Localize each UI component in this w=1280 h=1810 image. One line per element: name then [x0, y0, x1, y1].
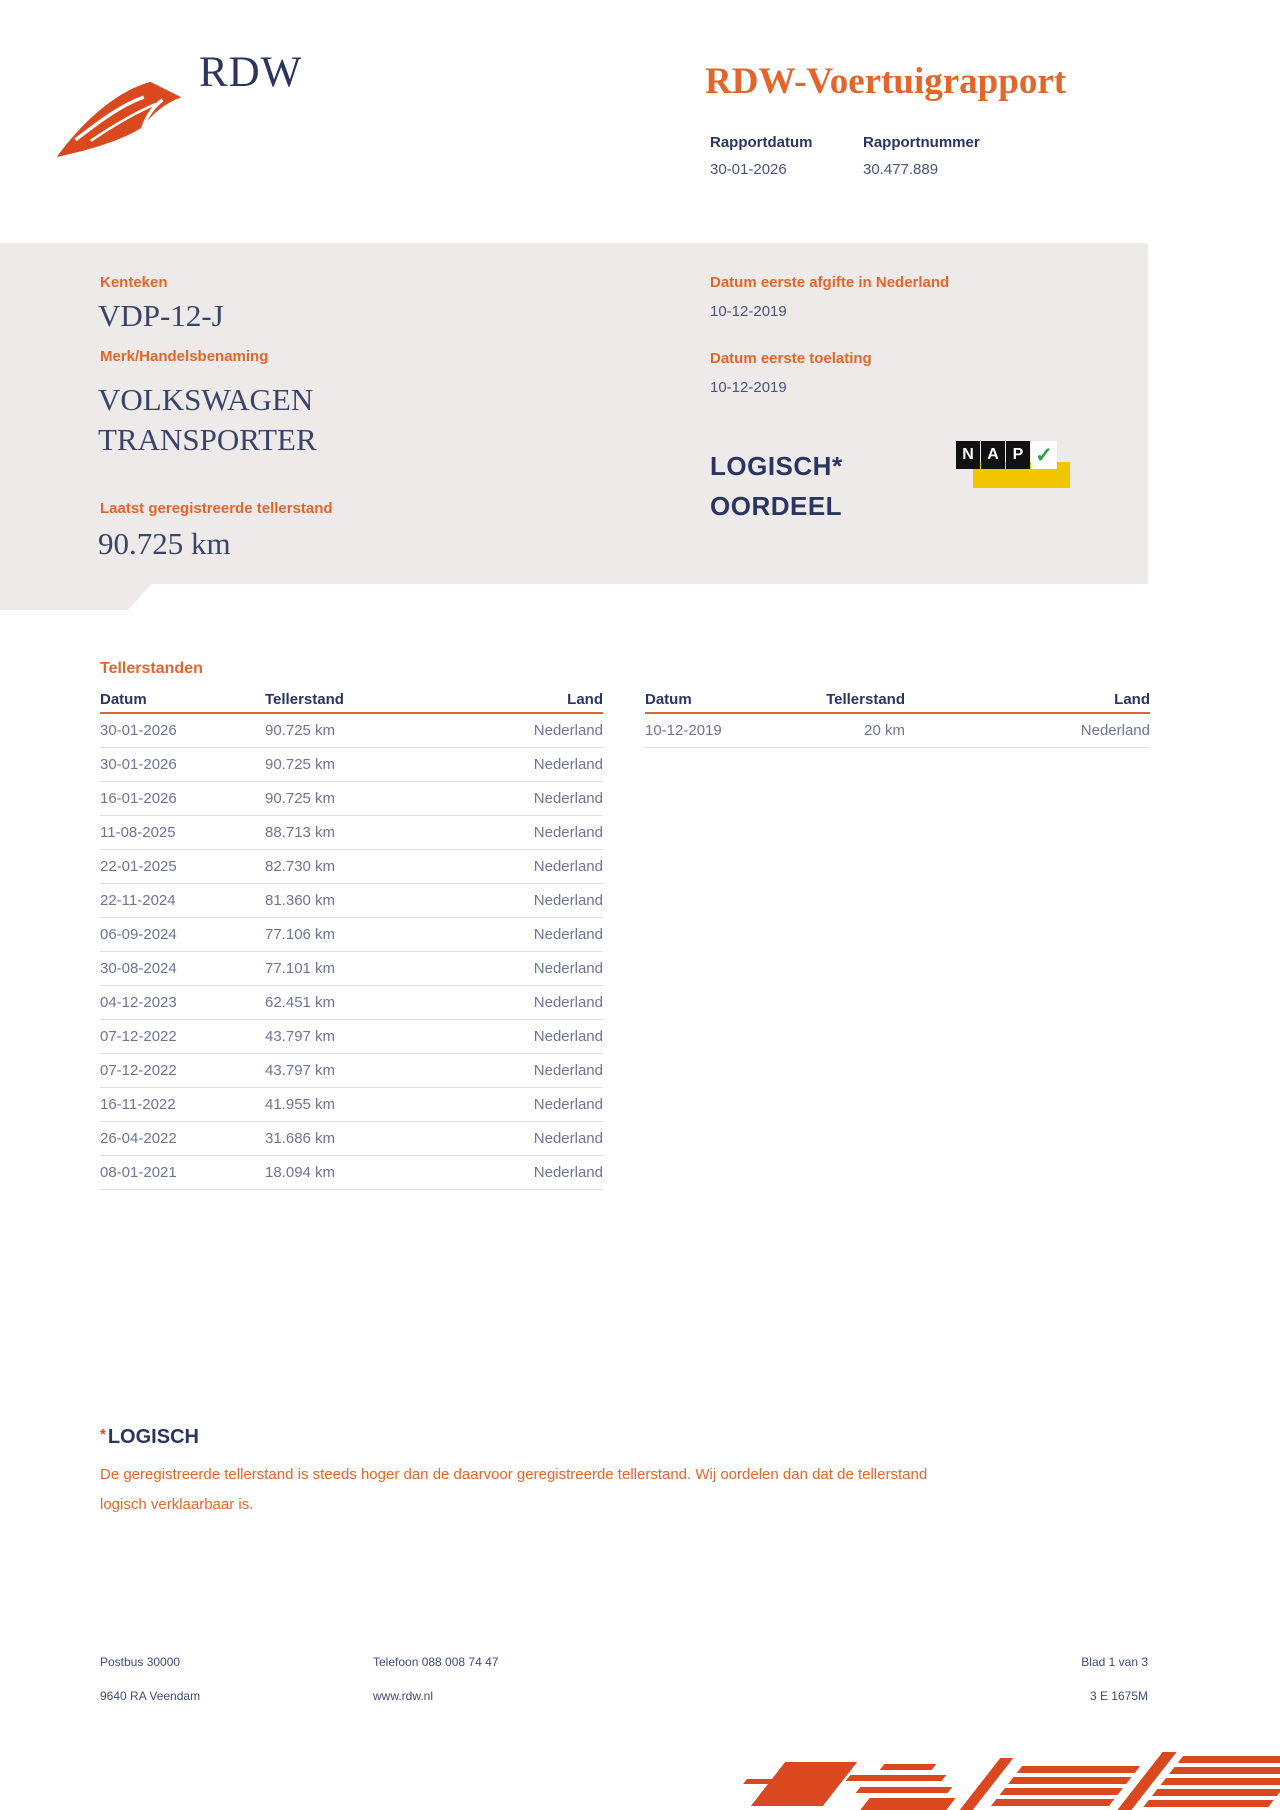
table-row: [100, 850, 603, 884]
nap-letter-a: A: [981, 441, 1005, 469]
cell-land: Nederland: [533, 960, 603, 977]
footer-form-code: 3 E 1675M: [1089, 1689, 1148, 1703]
column-header-datum: Datum: [645, 691, 692, 708]
cell-tellerstand: 90.725 km: [265, 722, 336, 739]
table-row: [100, 1054, 603, 1088]
cell-land: Nederland: [533, 1028, 603, 1045]
cell-tellerstand: 77.106 km: [265, 926, 336, 943]
column-header-land: Land: [567, 691, 603, 708]
tellerstanden-table-left: [100, 688, 603, 1190]
cell-tellerstand: 88.713 km: [265, 824, 336, 841]
footer-website: www.rdw.nl: [373, 1689, 434, 1703]
kenteken-label: Kenteken: [100, 274, 168, 291]
table-row: [100, 1156, 603, 1190]
cell-datum: 30-08-2024: [100, 960, 177, 977]
cell-tellerstand: 90.725 km: [265, 756, 336, 773]
column-header-land: Land: [1114, 691, 1150, 708]
cell-tellerstand: 62.451 km: [265, 994, 336, 1011]
cell-land: Nederland: [533, 790, 603, 807]
cell-tellerstand: 81.360 km: [265, 892, 336, 909]
cell-land: Nederland: [533, 858, 603, 875]
table-row: [645, 714, 1150, 748]
table-row: [100, 884, 603, 918]
footer-address-line2: 9640 RA Veendam: [100, 1689, 201, 1703]
afgifte-value: 10-12-2019: [710, 303, 787, 320]
cell-land: Nederland: [533, 1062, 603, 1079]
verdict-heading-text: LOGISCH: [107, 1426, 199, 1448]
footer-page-indicator: Blad 1 van 3: [1081, 1655, 1148, 1669]
footer-address-line1: Postbus 30000: [100, 1655, 181, 1669]
toelating-label: Datum eerste toelating: [710, 350, 872, 367]
column-header-tellerstand: Tellerstand: [265, 691, 344, 708]
merk-line1: VOLKSWAGEN: [98, 382, 314, 417]
cell-datum: 11-08-2025: [100, 824, 176, 841]
verdict-asterisk: *: [100, 1426, 106, 1443]
cell-datum: 04-12-2023: [100, 994, 177, 1011]
laatste-tellerstand-label: Laatst geregistreerde tellerstand: [100, 500, 333, 517]
verdict-heading: [100, 1426, 199, 1449]
nap-logo: [956, 438, 1076, 490]
vehicle-summary-panel-tab: [0, 584, 152, 610]
table-row: [100, 952, 603, 986]
cell-tellerstand: 77.101 km: [265, 960, 336, 977]
cell-datum: 30-01-2026: [100, 756, 177, 773]
cell-datum: 22-01-2025: [100, 858, 177, 875]
cell-datum: 16-01-2026: [100, 790, 177, 807]
cell-datum: 30-01-2026: [100, 722, 177, 739]
kenteken-value: VDP-12-J: [98, 298, 224, 333]
cell-tellerstand: 41.955 km: [265, 1096, 336, 1113]
cell-land: Nederland: [533, 756, 603, 773]
cell-tellerstand: 82.730 km: [265, 858, 336, 875]
speed-lines-graphic: [690, 1752, 1280, 1810]
cell-datum: 07-12-2022: [100, 1028, 177, 1045]
cell-land: Nederland: [533, 824, 603, 841]
verdict-explanation: De geregistreerde tellerstand is steeds hoger dan de daarvoor geregistreerde tellerstand. Wij oordelen dan dat de tellerstand logisch verklaarbaar is.: [100, 1466, 928, 1513]
table-row: [100, 918, 603, 952]
tellerstanden-table-right: [645, 688, 1150, 748]
cell-land: Nederland: [533, 1096, 603, 1113]
report-number-value: 30.477.889: [863, 161, 939, 178]
cell-tellerstand: 90.725 km: [265, 790, 336, 807]
table-row: [100, 1020, 603, 1054]
table-row: [100, 748, 603, 782]
nap-letter-n: N: [956, 441, 980, 469]
rdw-wordmark: RDW: [199, 49, 303, 96]
afgifte-label: Datum eerste afgifte in Nederland: [710, 274, 950, 291]
merk-line2: TRANSPORTER: [98, 422, 317, 457]
table-header-row: [645, 688, 1150, 714]
table-row: [100, 714, 603, 748]
tellerstanden-section-title: Tellerstanden: [100, 660, 203, 677]
table-row: [100, 1088, 603, 1122]
cell-datum: 07-12-2022: [100, 1062, 177, 1079]
nap-letter-p: P: [1006, 441, 1030, 469]
column-header-tellerstand: Tellerstand: [826, 691, 905, 708]
merk-label: Merk/Handelsbenaming: [100, 348, 269, 365]
cell-datum: 08-01-2021: [100, 1164, 177, 1181]
cell-tellerstand: 43.797 km: [265, 1028, 336, 1045]
table-row: [100, 1122, 603, 1156]
report-date-label: Rapportdatum: [710, 134, 813, 151]
column-header-datum: Datum: [100, 691, 147, 708]
report-date-value: 30-01-2026: [710, 161, 787, 178]
oordeel-verdict: [710, 446, 843, 526]
cell-land: Nederland: [1080, 722, 1150, 739]
report-number-label: Rapportnummer: [863, 134, 980, 151]
cell-datum: 16-11-2022: [100, 1096, 176, 1113]
oordeel-line1: LOGISCH*: [710, 451, 843, 481]
table-row: [100, 782, 603, 816]
table-row: [100, 816, 603, 850]
cell-tellerstand: 43.797 km: [265, 1062, 336, 1079]
laatste-tellerstand-value: 90.725 km: [98, 526, 231, 561]
cell-datum: 22-11-2024: [100, 892, 176, 909]
cell-tellerstand: 31.686 km: [265, 1130, 336, 1147]
cell-land: Nederland: [533, 1130, 603, 1147]
table-header-row: [100, 688, 603, 714]
cell-land: Nederland: [533, 926, 603, 943]
cell-tellerstand: 20 km: [864, 722, 905, 739]
rdw-logo-feather-icon: [55, 76, 183, 162]
cell-datum: 26-04-2022: [100, 1130, 177, 1147]
toelating-value: 10-12-2019: [710, 379, 787, 396]
table-row: [100, 986, 603, 1020]
cell-datum: 06-09-2024: [100, 926, 177, 943]
oordeel-line2: OORDEEL: [710, 491, 843, 521]
cell-land: Nederland: [533, 892, 603, 909]
cell-land: Nederland: [533, 994, 603, 1011]
page-title: RDW-Voertuigrapport: [705, 61, 1067, 102]
footer-phone: Telefoon 088 008 74 47: [373, 1655, 499, 1669]
cell-datum: 10-12-2019: [645, 722, 722, 739]
cell-tellerstand: 18.094 km: [265, 1164, 336, 1181]
cell-land: Nederland: [533, 722, 603, 739]
cell-land: Nederland: [533, 1164, 603, 1181]
nap-checkmark-icon: ✓: [1031, 441, 1057, 469]
